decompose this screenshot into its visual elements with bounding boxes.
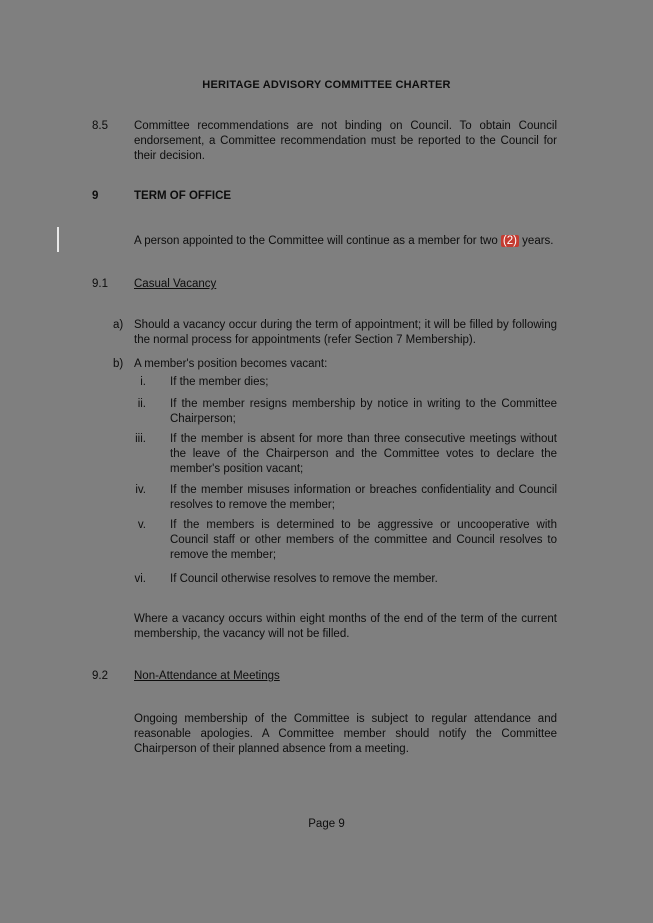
list-item-text: If the members is determined to be aggressive or uncooperative with Council staff or other members of the committee and Council resolves to remove the member; xyxy=(170,519,557,561)
section-9-intro-paragraph xyxy=(134,234,557,249)
section-9-1-closing-paragraph: Where a vacancy occurs within eight months of the end of the term of the current membership, the vacancy will not be filled. xyxy=(134,613,557,640)
section-heading: Non-Attendance at Meetings xyxy=(134,670,280,682)
section-number: 9 xyxy=(92,190,99,202)
list-item-roman-iii xyxy=(0,432,653,477)
section-9-2-paragraph: Ongoing membership of the Committee is subject to regular attendance and reasonable apologies. A Committee member should notify the Committee Chairperson of their planned absence from a meeting. xyxy=(134,713,557,755)
section-9-1-heading-row xyxy=(0,277,653,292)
section-9-heading-row xyxy=(0,189,653,204)
revision-change-bar xyxy=(57,227,59,252)
list-item-text: If the member dies; xyxy=(170,376,269,388)
list-item-a xyxy=(0,318,653,348)
clause-number: 8.5 xyxy=(92,120,108,132)
intro-text-after: years. xyxy=(518,235,554,247)
list-marker: b) xyxy=(113,358,124,370)
revision-highlight: (2) xyxy=(502,235,517,247)
page-number-footer: Page 9 xyxy=(308,818,345,830)
list-marker: iii. xyxy=(135,433,146,445)
list-marker: a) xyxy=(113,319,124,331)
list-marker: v. xyxy=(137,519,146,531)
list-marker: vi. xyxy=(134,573,146,585)
list-marker: ii. xyxy=(137,398,146,410)
list-item-text: If the member resigns membership by notice in writing to the Committee Chairperson; xyxy=(170,398,557,425)
list-item-text: A member's position becomes vacant: xyxy=(134,358,328,370)
list-item-text: If the member is absent for more than three consecutive meetings without the leave of the Chairperson and the Committee votes to declare the member's position vacant; xyxy=(170,433,557,475)
section-number: 9.2 xyxy=(92,670,108,682)
intro-text-before: A person appointed to the Committee will continue as a member for two xyxy=(134,235,501,247)
list-item-b xyxy=(0,357,653,372)
clause-text: Committee recommendations are not binding on Council. To obtain Council endorsement, a Committee recommendation must be reported to the Council for their decision. xyxy=(134,120,557,162)
list-marker: i. xyxy=(140,376,146,388)
document-title: HERITAGE ADVISORY COMMITTEE CHARTER xyxy=(202,79,451,91)
list-item-text: If Council otherwise resolves to remove the member. xyxy=(170,573,438,585)
list-item-roman-iv xyxy=(0,483,653,513)
list-item-text: If the member misuses information or breaches confidentiality and Council resolves to remove the member; xyxy=(170,484,557,511)
list-marker: iv. xyxy=(135,484,146,496)
clause-8-5 xyxy=(0,119,653,164)
list-item-roman-v xyxy=(0,518,653,563)
section-heading: Casual Vacancy xyxy=(134,278,217,290)
list-item-roman-vi xyxy=(0,572,653,587)
list-item-text: Should a vacancy occur during the term of appointment; it will be filled by following the normal process for appointments (refer Section 7 Membership). xyxy=(134,319,557,346)
section-number: 9.1 xyxy=(92,278,108,290)
section-heading: TERM OF OFFICE xyxy=(134,190,232,202)
section-9-2-heading-row xyxy=(0,669,653,684)
list-item-roman-i xyxy=(0,375,653,390)
list-item-roman-ii xyxy=(0,397,653,427)
